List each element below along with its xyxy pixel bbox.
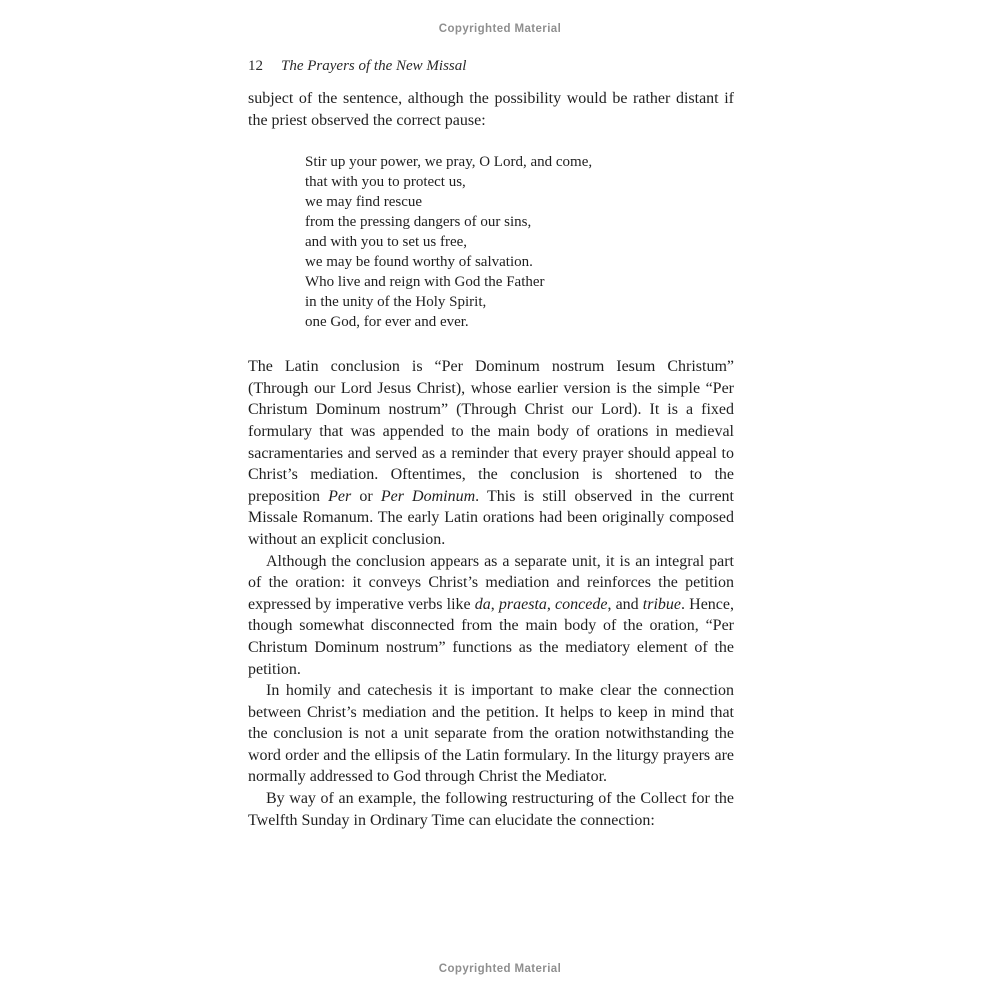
paragraph (248, 356, 734, 550)
quote-line: in the unity of the Holy Spirit, (305, 294, 487, 311)
copyright-notice-bottom: Copyrighted Material (438, 963, 562, 975)
quote-line: Stir up your power, we pray, O Lord, and come, (305, 154, 593, 171)
body-text: subject of the sentence, although the possibility would be rather distant if the priest observed the correct pause: (248, 90, 734, 129)
quote-line: that with you to protect us, (305, 174, 466, 191)
body-text: , (546, 595, 556, 613)
quote-line: from the pressing dangers of our sins, (305, 214, 532, 231)
italic-text: Per Dominum (380, 487, 476, 505)
body-text: By way of an example, the following restructuring of the Collect for the Twelfth Sunday in Ordinary Time can elucidate the connection: (248, 790, 734, 829)
italic-text: tribue (642, 595, 682, 613)
body-text: , (490, 595, 499, 613)
page-number: 12 (248, 58, 263, 74)
body-text: . This is still observed in the current Missale Romanum. The early Latin orations had been originally composed without an explicit conclusion. (248, 487, 734, 548)
italic-text: Per (328, 487, 352, 505)
paragraph (248, 788, 734, 831)
quote-line: one God, for ever and ever. (305, 314, 469, 331)
body-text: Although the conclusion appears as a separate unit, it is an integral part of the oration: it conveys Christ’s mediation and reinforces the petition expressed by imperative verbs like (248, 552, 734, 613)
body-text: , and (607, 595, 643, 613)
italic-text: da (474, 595, 491, 613)
body-text: . Hence, though somewhat disconnected from the main body of the oration, “Per Christum Dominum nostrum” functions as the mediatory element of the petition. (248, 595, 734, 678)
running-header (248, 58, 466, 75)
quote-line: we may be found worthy of salvation. (305, 254, 533, 271)
paragraph (248, 551, 734, 681)
book-title: The Prayers of the New Missal (281, 58, 467, 74)
quote-line: we may find rescue (305, 194, 423, 211)
italic-text: praesta (498, 595, 547, 613)
paragraph (248, 680, 734, 788)
body-text: In homily and catechesis it is important to make clear the connection between Christ’s mediation and the petition. It helps to keep in mind that the conclusion is not a unit separate from the oration notwithstanding the word order and the ellipsis of the Latin formulary. In the liturgy prayers are normally addressed to God through Christ the Mediator. (248, 682, 734, 786)
quote-line: and with you to set us free, (305, 234, 468, 251)
italic-text: concede (555, 595, 608, 613)
paragraph (248, 88, 734, 131)
copyright-notice-top: Copyrighted Material (438, 23, 562, 35)
quote-line: Who live and reign with God the Father (305, 274, 545, 291)
body-text: or (351, 487, 381, 505)
block-quote (305, 152, 734, 332)
page-body (248, 88, 734, 831)
body-text: The Latin conclusion is “Per Dominum nostrum Iesum Christum” (Through our Lord Jesus Christ), whose earlier version is the simple “Per Christum Dominum nostrum” (Through Christ our Lord). It is a fixed formulary that was appended to the main body of orations in medieval sacramentaries and served as a reminder that every prayer should appeal to Christ’s mediation. Oftentimes, the conclusion is shortened to the preposition (248, 358, 734, 505)
